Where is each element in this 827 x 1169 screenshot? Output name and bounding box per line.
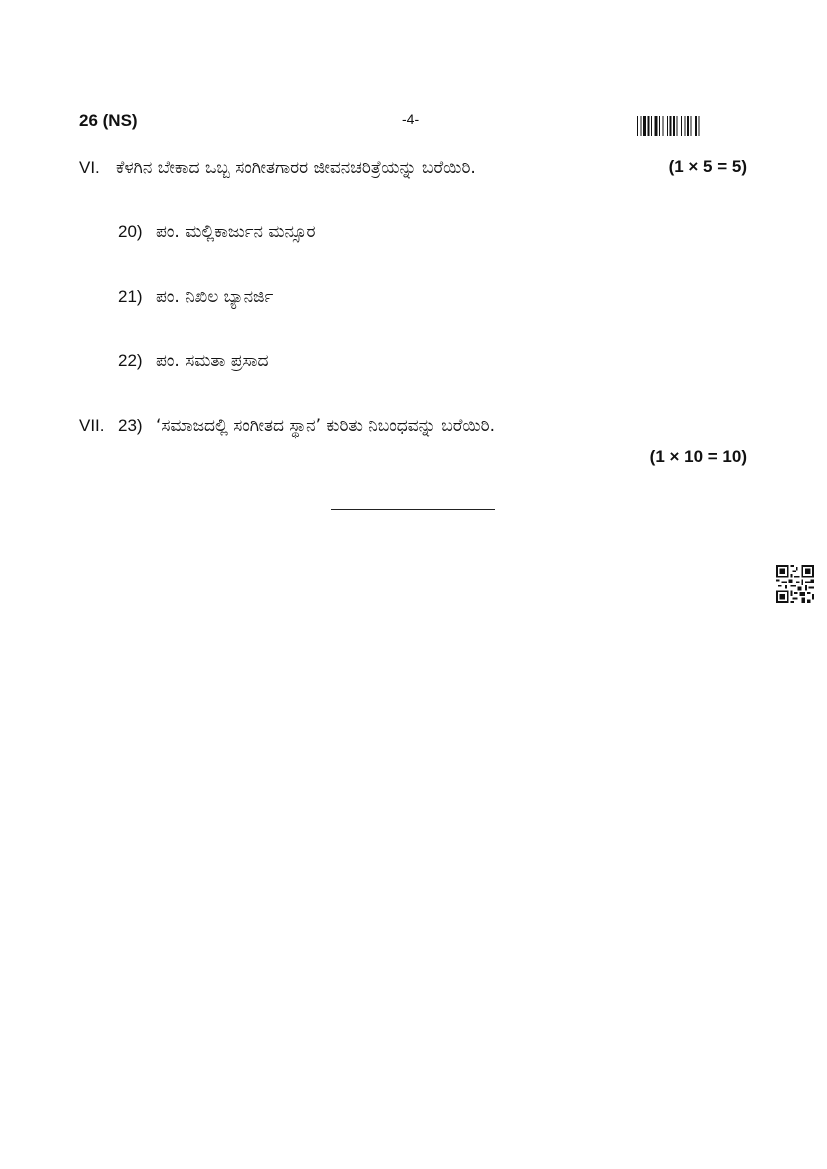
section-vi-instruction: ಕೆಳಗಿನ ಬೇಕಾದ ಒಬ್ಬ ಸಂಗೀತಗಾರರ ಜೀವನಚರಿತ್ರೆಯನ್ನು ಬರೆಯಿರಿ. <box>116 158 476 178</box>
question-text: ಪಂ. ಮಲ್ಲಿಕಾರ್ಜುನ ಮನ್ಸೂರ <box>155 222 316 242</box>
section-vii-marks: (1 × 10 = 10) <box>649 447 747 466</box>
section-vi-heading <box>79 157 100 179</box>
question-number: 22) <box>118 351 143 370</box>
barcode-icon <box>637 116 745 136</box>
question-text: ಪಂ. ಸಮತಾ ಪ್ರಸಾದ <box>155 351 269 371</box>
section-vi-marks: (1 × 5 = 5) <box>668 157 747 176</box>
page-number: -4- <box>402 111 420 127</box>
question-number: 21) <box>118 287 143 306</box>
question-number: 23) <box>118 416 143 435</box>
question-item <box>118 221 315 243</box>
section-vii-heading <box>79 415 105 437</box>
qr-code-icon <box>776 565 814 603</box>
question-item <box>118 350 268 372</box>
section-vi-numeral: VI. <box>79 158 100 177</box>
section-vii-numeral: VII. <box>79 416 105 435</box>
question-number: 20) <box>118 222 143 241</box>
question-item <box>118 415 495 437</box>
end-rule <box>331 509 495 510</box>
paper-code: 26 (NS) <box>79 111 138 130</box>
question-text: ‘ಸಮಾಜದಲ್ಲಿ ಸಂಗೀತದ ಸ್ಥಾನ’ ಕುರಿತು ನಿಬಂಧವನ್ನು ಬರೆಯಿರಿ. <box>155 416 496 436</box>
question-item <box>118 286 273 308</box>
question-text: ಪಂ. ನಿಖಿಲ ಬ್ಯಾನರ್ಜಿ <box>155 287 274 307</box>
